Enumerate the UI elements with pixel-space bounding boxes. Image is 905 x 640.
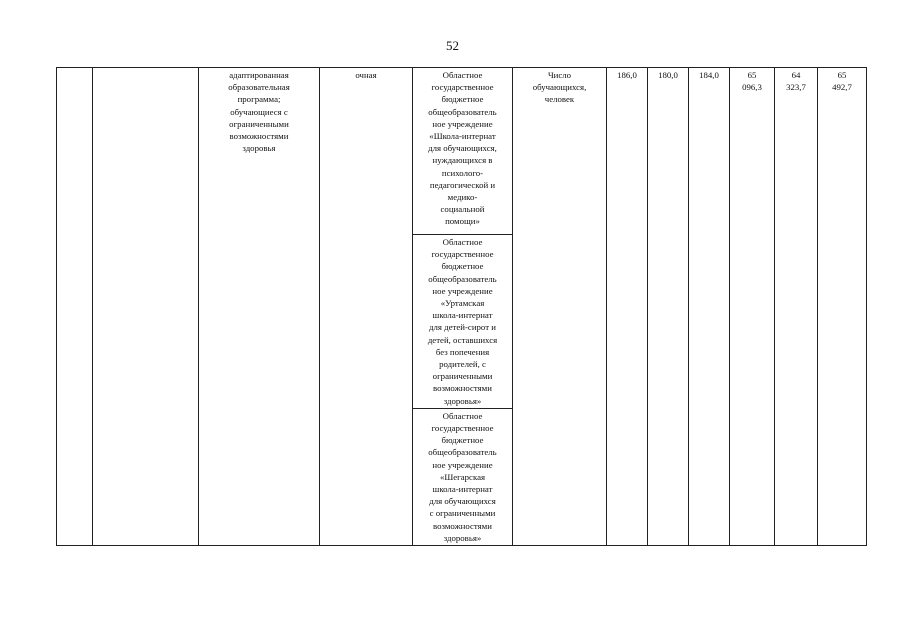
text-line: медико- xyxy=(447,192,478,203)
text-line: здоровья» xyxy=(443,532,482,543)
text-line: 096,3 xyxy=(742,82,762,93)
text-line: без попечения xyxy=(435,346,490,357)
text-line: общеобразователь xyxy=(428,106,497,117)
text-line: Областное xyxy=(442,237,483,247)
text-line: педагогической и xyxy=(429,179,496,190)
cost-text xyxy=(777,69,815,93)
cell-value-2: 180,0 xyxy=(648,68,689,546)
institution-text xyxy=(415,410,510,544)
cell-cost-1 xyxy=(730,68,775,546)
cell-institution-1 xyxy=(413,68,513,235)
text-line: помощи» xyxy=(445,216,480,227)
cell-cost-3 xyxy=(818,68,867,546)
text-line: человек xyxy=(544,94,575,105)
text-line: государственное xyxy=(431,249,494,260)
institution-text xyxy=(415,236,510,407)
text-line: программа; xyxy=(237,94,281,105)
text-line: адаптированная xyxy=(229,70,289,80)
text-line: 65 xyxy=(747,70,757,80)
text-line: образовательная xyxy=(228,82,290,93)
text-line: «Уртамская xyxy=(440,298,485,309)
text-line: ное учреждение xyxy=(432,459,493,470)
text-line: с ограниченными xyxy=(429,508,496,519)
table-row xyxy=(57,68,867,235)
cell-number xyxy=(57,68,93,546)
indicator-text xyxy=(515,69,604,106)
cell-value-3: 184,0 xyxy=(689,68,730,546)
text-line: социальной xyxy=(440,204,485,215)
text-line: ограниченными xyxy=(229,118,289,129)
text-line: психолого- xyxy=(441,167,484,178)
text-line: 65 xyxy=(837,70,847,80)
cell-program xyxy=(199,68,320,546)
text-line: государственное xyxy=(431,423,494,434)
text-line: для обучающихся xyxy=(429,496,496,507)
text-line: родителей, с xyxy=(439,359,486,370)
text-line: Областное xyxy=(442,410,483,421)
text-line: обучающиеся с xyxy=(230,106,288,117)
text-line: «Шегарская xyxy=(439,471,486,482)
text-line: обучающихся, xyxy=(532,82,587,93)
page-number: 52 xyxy=(446,38,459,53)
text-line: нуждающихся в xyxy=(432,155,493,166)
text-line: школа-интернат xyxy=(432,310,493,321)
text-line: здоровья xyxy=(242,143,276,154)
text-line: бюджетное xyxy=(441,435,484,446)
text-line: общеобразователь xyxy=(428,273,497,284)
text-line: возможностями xyxy=(433,520,492,531)
text-line: для детей-сирот и xyxy=(429,322,496,333)
text-line: 64 xyxy=(791,70,801,80)
text-line: Число xyxy=(547,70,572,80)
text-line: ное учреждение xyxy=(432,118,493,129)
text-line: ное учреждение xyxy=(432,285,493,296)
text-line: 323,7 xyxy=(786,82,806,93)
cell-code xyxy=(93,68,199,546)
text-line: бюджетное xyxy=(441,261,484,272)
text-line: детей, оставшихся xyxy=(427,334,498,345)
institution-text xyxy=(415,69,510,228)
cell-indicator xyxy=(513,68,607,546)
text-line: 492,7 xyxy=(832,82,852,93)
text-line: школа-интернат xyxy=(432,484,493,495)
program-text xyxy=(201,69,317,154)
text-line: возможностями xyxy=(229,131,289,142)
text-line: здоровья» xyxy=(443,395,482,406)
text-line: Областное xyxy=(442,70,483,80)
text-line: возможностями xyxy=(433,383,492,394)
cell-value-1: 186,0 xyxy=(607,68,648,546)
text-line: «Школа-интернат xyxy=(429,131,496,142)
text-line: ограниченными xyxy=(432,371,493,382)
cell-institution-2 xyxy=(413,235,513,409)
cost-text xyxy=(732,69,772,93)
text-line: для обучающихся, xyxy=(428,143,497,154)
cell-form: очная xyxy=(320,68,413,546)
cell-cost-2 xyxy=(775,68,818,546)
text-line: бюджетное xyxy=(441,94,484,105)
text-line: общеобразователь xyxy=(428,447,497,458)
text-line: государственное xyxy=(431,82,494,93)
cost-text xyxy=(820,69,864,93)
document-table xyxy=(56,67,867,546)
cell-institution-3 xyxy=(413,408,513,545)
